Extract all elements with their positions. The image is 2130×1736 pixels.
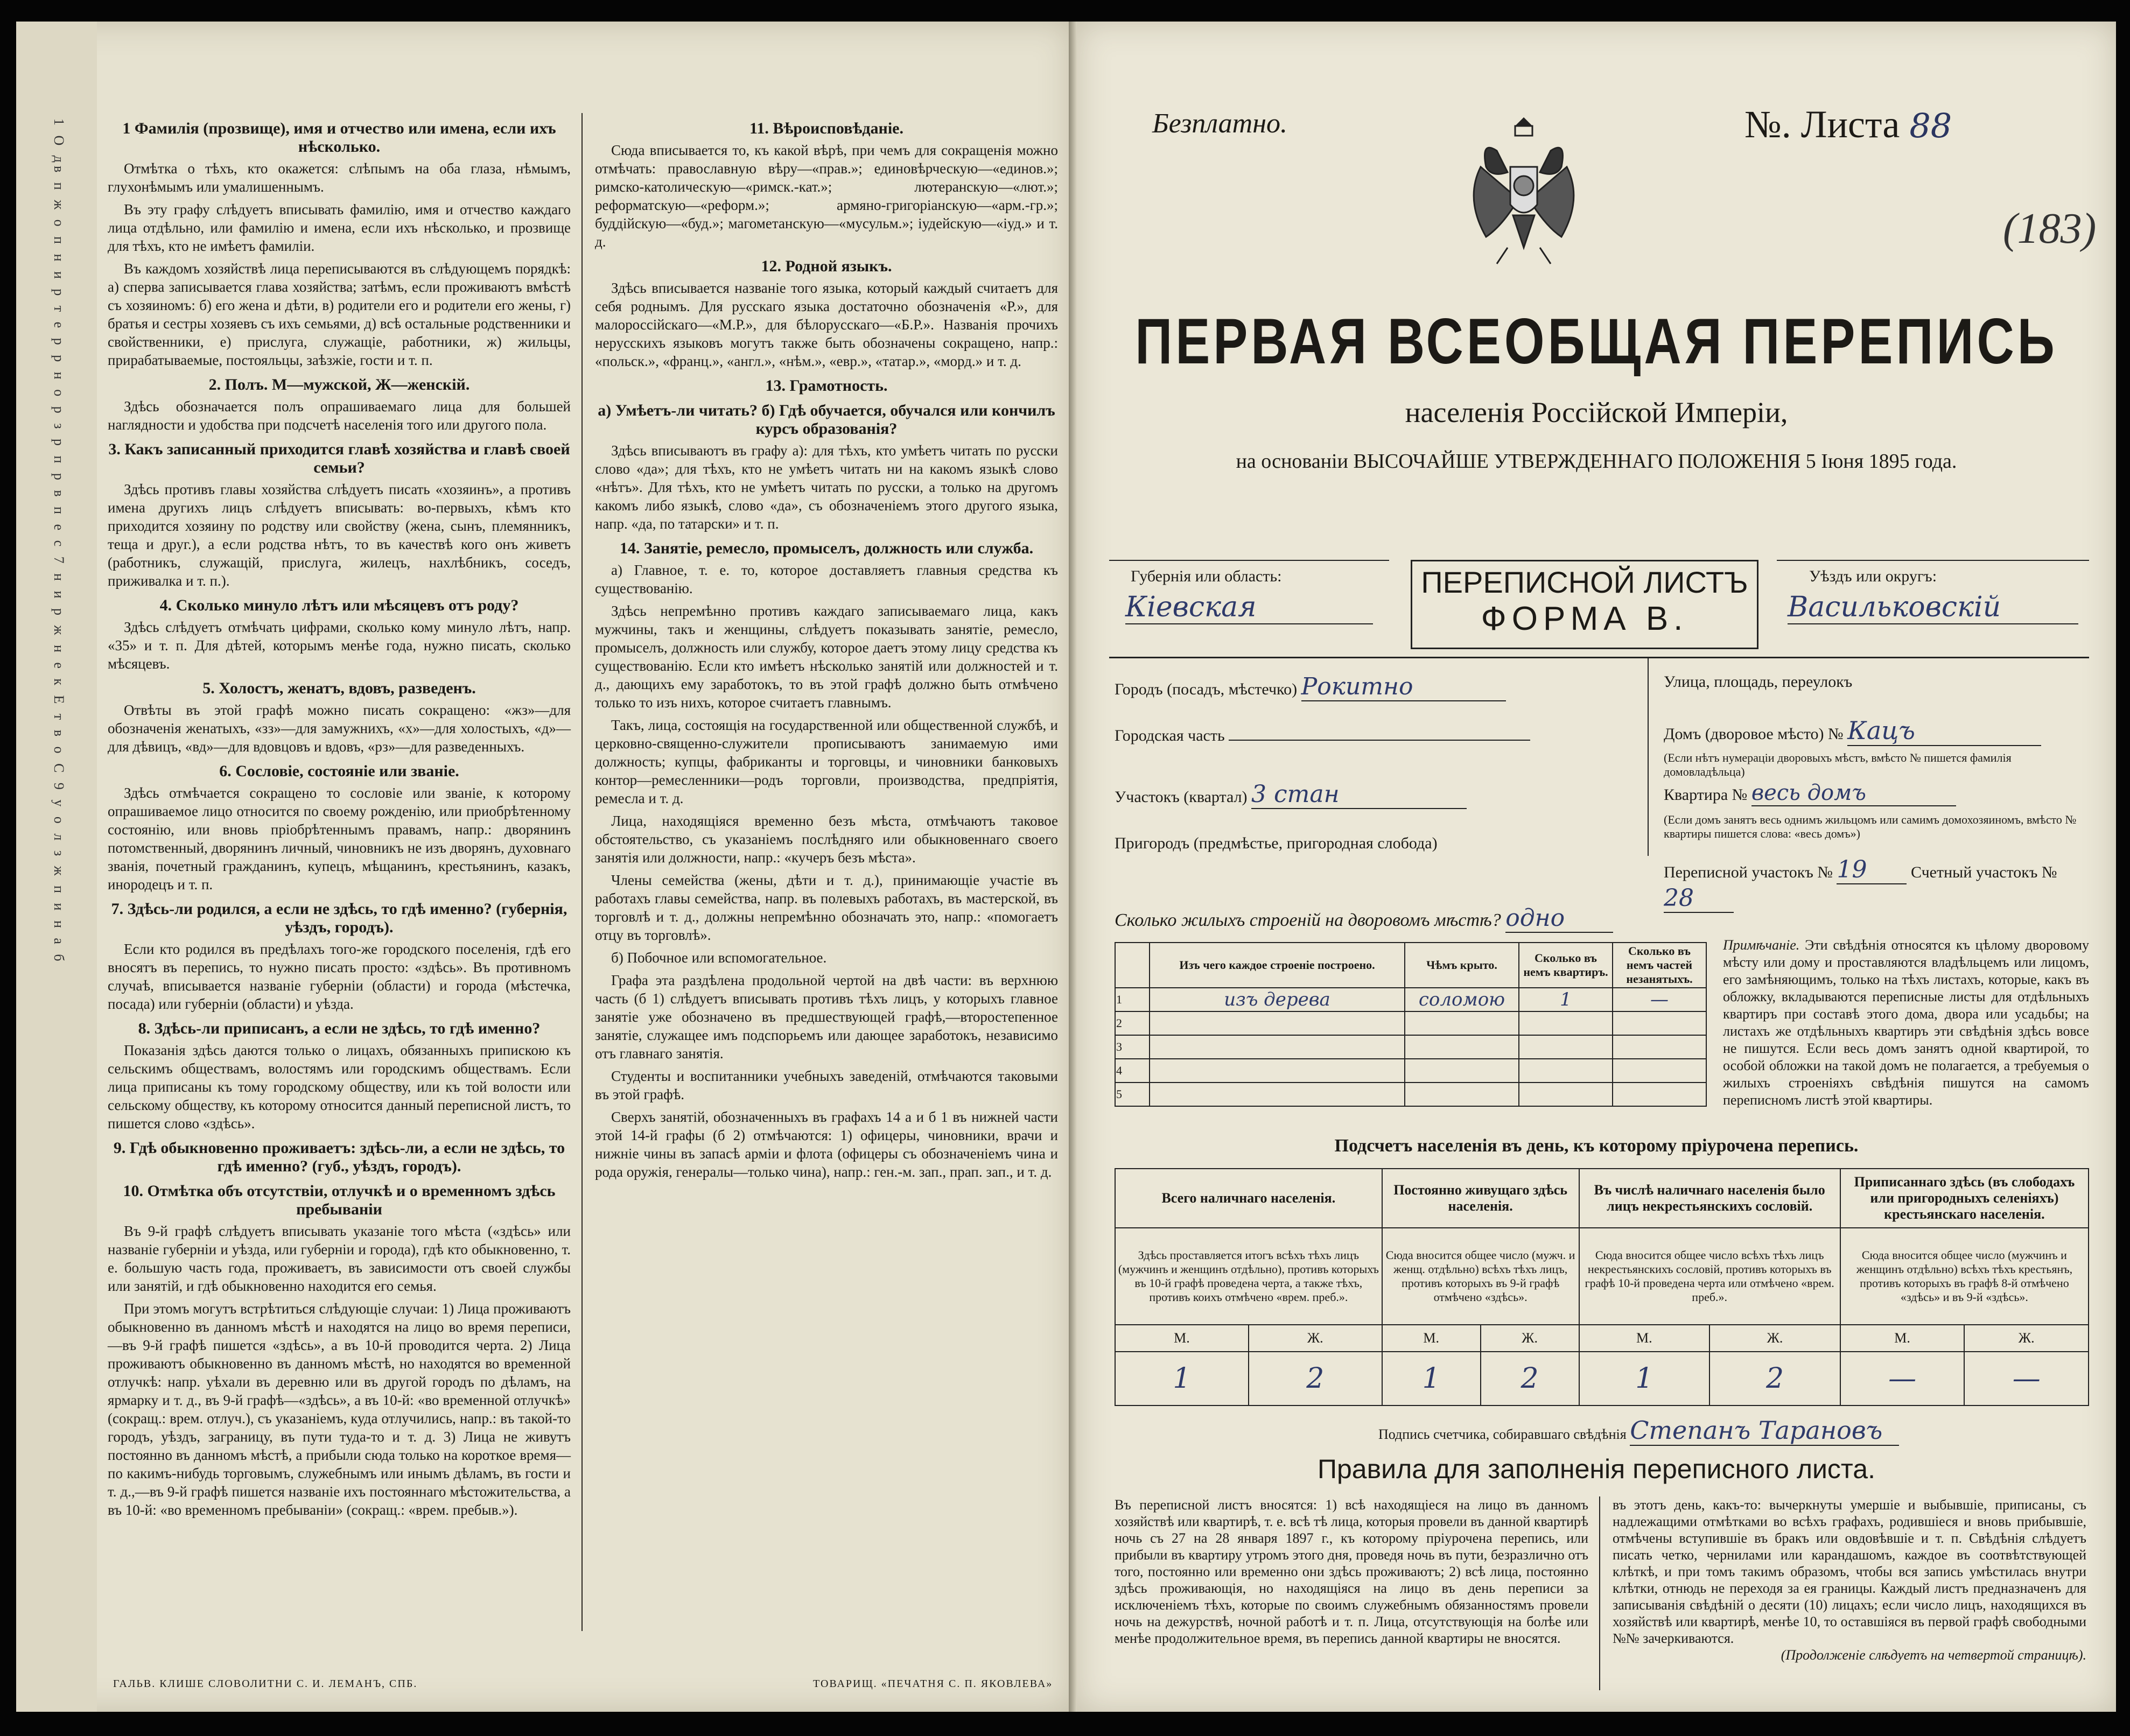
buildings-cell-n: 2 <box>1115 1011 1150 1035</box>
instruction-paragraph: Если кто родился въ предѣлахъ того-же городского поселенія, гдѣ его вносятъ въ перепись, то нужно писать просто: «здѣсь». Въ противномъ случаѣ, вписывается названіе губерніи (области) и города (мѣстечка, посада) или губерніи (области) и уѣзда. <box>108 941 571 1012</box>
buildings-answer[interactable]: одно <box>1505 904 1613 933</box>
buildings-row <box>1115 1035 1706 1059</box>
instructions-column-1 <box>108 113 571 1523</box>
instruction-paragraph: При этомъ могутъ встрѣтиться слѣдующіе случаи: 1) Лица проживаютъ обыкновенно въ данномъ мѣстѣ и находятся на лицо во время переписи,—въ 9-й графѣ пишется «здѣсь», а въ 10-й проводится черта. 2) Лица проживаютъ обыкновенно въ данномъ мѣстѣ, но находятся во временной отлучкѣ: напр. уѣхали въ деревню или въ другой городъ по дѣламъ, на ярмарку и т. д., въ 9-й графѣ—«здѣсь», а въ 10-й: «во временной отлучкѣ» (сокращ.: врем. отлуч.), съ указаніемъ, куда отлучились, напр.: въ такой-то городъ, уѣздъ, заграницу, въ пути туда-то и т. д. 3) Лица не живутъ постоянно въ данномъ мѣстѣ, а прибыли сюда только на короткое время—по какимъ-нибудь торговымъ, служебнымъ или инымъ дѣламъ, въ гости и т. д.,—въ 9-й графѣ пишется названіе ихъ постояннаго мѣстожительства, а въ 10-й: «во временномъ пребываніи» (сокращ.: «врем. пребыв.»). <box>108 1301 571 1518</box>
buildings-cell-material[interactable]: изъ дерева <box>1150 988 1405 1011</box>
instruction-paragraph: Здѣсь вписывается названіе того языка, который каждый считаетъ для себя роднымъ. Для русскаго языка достаточно обозначенія «Р.», для малороссійскаго—«М.Р.», для бѣлорусскаго—«Б.Р.». Названія прочихъ нерусскихъ языковъ могутъ также быть обозначены сокращено, напр.: «польск.», «франц.», «англ.», «нѣм.», «евр.», «татар.», «морд.» и т. д. <box>595 280 1058 369</box>
form-title-line1: ПЕРЕПИСНОЙ ЛИСТЪ <box>1421 565 1748 599</box>
population-count-table <box>1115 1168 2089 1406</box>
count-descr-non-peasant: Сюда вносится общее число всѣхъ тѣхъ лицъ некрестьянскихъ сословій, противъ которыхъ въ графѣ 10-й проведена черта или отмѣчено «врем. преб.». <box>1579 1228 1840 1325</box>
instruction-paragraph: Здѣсь слѣдуетъ отмѣчать цифрами, сколько кому минуло лѣтъ, напр. «35» и т. п. Для дѣтей, которымъ менѣе года, нужно писать, сколько мѣсяцевъ. <box>108 619 571 672</box>
town-value[interactable]: Рокитно <box>1301 673 1506 701</box>
buildings-header-flats: Сколько въ немъ квартиръ. <box>1519 943 1613 988</box>
buildings-cell-vacant[interactable] <box>1613 1083 1706 1106</box>
count-value-permanent-m[interactable]: 1 <box>1382 1352 1481 1405</box>
instruction-paragraph: Здѣсь противъ главы хозяйства слѣдуетъ писать «хозяинъ», а противъ имена другихъ лицъ слѣдуетъ вписывать: во-первыхъ, кѣмъ кто приходится хозяину по родству или свойству (жена, сынъ, племянникъ, теща и друг.), а если родства нѣтъ, то въ качествѣ кого онъ живетъ (работникъ, служащій, прислуга, жилецъ, нахлѣбникъ, соседъ, приживалка и т. п.). <box>108 481 571 589</box>
buildings-cell-material[interactable] <box>1150 1083 1405 1106</box>
double-headed-eagle-emblem <box>1459 108 1588 269</box>
note-title: Примѣчаніе. <box>1723 937 1800 953</box>
instruction-paragraph: Здѣсь отмѣчается сокращено то сословіе или званіе, к которому опрашиваемое лицо относится по своему рожденію, или приобрѣтенному состоянію, или вновь пріобрѣтеннымъ правамъ, напр.: дворянинъ потомственный, дворянинъ личный, чиновникъ не изъ дворянъ, духовнаго званія, почетный гражданинъ, купецъ, мѣщанинъ, крестьянинъ, казакъ, инородецъ и т. п. <box>108 785 571 892</box>
buildings-cell-roof[interactable] <box>1405 1011 1519 1035</box>
separator-rule <box>1109 657 2089 658</box>
flat-note: (Если домъ занятъ весь однимъ жильцомъ или самимъ домохозяиномъ, вмѣсто № квартиры пишется слова: «весь домъ») <box>1664 813 2077 840</box>
rules-column-2 <box>1613 1496 2086 1663</box>
count-value-peasant-f[interactable]: — <box>1964 1352 2089 1405</box>
buildings-header-material: Изъ чего каждое строеніе построено. <box>1150 943 1405 988</box>
gubernia-label: Губернія или область: <box>1131 567 1282 585</box>
instruction-paragraph: Студенты и воспитанники учебныхъ заведеній, отмѣчаются таковыми въ этой графѣ. <box>595 1068 1058 1102</box>
town-part-label: Городская часть <box>1115 727 1225 744</box>
instruction-paragraph: Въ каждомъ хозяйствѣ лица переписываются въ слѣдующемъ порядкѣ: а) сперва записывается глава хозяйства; затѣмъ, если проживаютъ вмѣстѣ съ хозяиномъ: б) его жена и дѣти, в) родители его и родители его жены, г) братья и сестры хозяевъ съ ихъ семьями, д) всѣ остальные родственники и свойственники, е) прислуга, служащіе, работники, ж) жильцы, прирабатываемые, постояльцы, заѣзжіе, гости и т. п. <box>108 261 571 368</box>
buildings-cell-material[interactable] <box>1150 1035 1405 1059</box>
count-descr-peasant: Сюда вносится общее число (мужчинъ и женщинъ отдѣльно) всѣхъ тѣхъ крестьянъ, противъ которыхъ въ графѣ 8-й отмѣчено «здѣсь» и въ 9-й «здѣсь». <box>1840 1228 2089 1325</box>
count-header-peasant: Приписаннаго здѣсь (въ слободахъ или пригородныхъ селеніяхъ) крестьянскаго населенія. <box>1840 1169 2089 1228</box>
column-divider <box>581 113 583 1631</box>
instruction-paragraph: Члены семейства (жены, дѣти и т. д.), принимающіе участіе въ работахъ главы семейства, напр. въ полевыхъ работахъ, въ мастерской, въ торговлѣ и т. д., должны непремѣнно обозначать это, напр.: «помогаетъ отцу въ торговлѣ». <box>595 872 1058 943</box>
buildings-cell-n: 1 <box>1115 988 1150 1011</box>
census-basis: на основаніи ВЫСОЧАЙШЕ УТВЕРЖДЕННАГО ПОЛОЖЕНІЯ 5 Іюня 1895 года. <box>1236 450 1957 473</box>
instruction-paragraph: Лица, находящіяся временно безъ мѣста, отмѣчаютъ таковое обстоятельство, съ указаніемъ послѣдняго или обыкновеннаго своего занятія или должности, напр.: «кучеръ безъ мѣста». <box>595 813 1058 866</box>
buildings-cell-vacant[interactable] <box>1613 1035 1706 1059</box>
sheet-number-value: 88 <box>1909 106 1952 145</box>
f-label: Ж. <box>1964 1325 2089 1352</box>
count-value-non-peasant-f[interactable]: 2 <box>1709 1352 1840 1405</box>
instruction-heading: 10. Отмѣтка объ отсутствіи, отлучкѣ и о временномъ здѣсь пребываніи <box>123 1182 556 1218</box>
instruction-heading: 4. Сколько минуло лѣтъ или мѣсяцевъ отъ роду? <box>159 596 519 614</box>
count-header-non-peasant: Въ числѣ наличнаго населенія было лицъ некрестьянскихъ сословій. <box>1579 1169 1840 1228</box>
count-title: Подсчетъ населенія въ день, къ которому пріурочена перепись. <box>1334 1136 1859 1156</box>
rules-title: Правила для заполненія переписного листа. <box>1318 1454 1875 1484</box>
flat-label: Квартира № <box>1664 786 1748 804</box>
instruction-paragraph: Здѣсь вписываютъ въ графу а): для тѣхъ, кто умѣетъ читать по русски слово «да»; для тѣхъ, кто не умѣетъ читать ни на какомъ языкѣ слово «нѣтъ». Для тѣхъ, кто не умѣетъ читать по русски, а только на другомъ какомъ либо языкѣ, слово «да», съ обозначеніемъ этого другого языка, напр. «да, по татарски» и т. п. <box>595 442 1058 532</box>
town-part-value[interactable] <box>1229 740 1530 741</box>
sheet-number <box>1744 102 1952 147</box>
count-value-peasant-m[interactable]: — <box>1840 1352 1965 1405</box>
f-label: Ж. <box>1709 1325 1840 1352</box>
buildings-cell-flats[interactable] <box>1519 1035 1613 1059</box>
count-header-permanent: Постоянно живущаго здѣсь населенія. <box>1382 1169 1579 1228</box>
uezd-label: Уѣздъ или округъ: <box>1809 567 1937 585</box>
instruction-paragraph: Отвѣты въ этой графѣ можно писать сокращено: «жз»—для обозначенія женатыхъ, «зз»—для замужнихъ, «х»—для холостыхъ, «д»—для дѣвицъ, «вд»—для вдовцовъ и вдовъ, «рз»—для разведенныхъ. <box>108 702 571 755</box>
count-district-value[interactable]: 28 <box>1664 884 1734 913</box>
census-subtitle: населенія Россійской Имперіи, <box>1405 396 1788 428</box>
left-page <box>16 22 1071 1712</box>
instruction-heading: 1 Фамилія (прозвище), имя и отчество или имена, если ихъ нѣсколько. <box>122 120 556 156</box>
corner-mark: (183) <box>2003 205 2097 252</box>
buildings-header-roof: Чѣмъ крыто. <box>1405 943 1519 988</box>
form-header-box <box>1109 560 2089 651</box>
count-descr-present: Здѣсь проставляется итогъ всѣхъ тѣхъ лицъ (мужчинъ и женщинъ отдѣльно), противъ которыхъ въ 10-й графѣ проведена черта, а также тѣхъ, противъ коихъ отмѣчено «врем. преб.». <box>1115 1228 1382 1325</box>
signature-field <box>1378 1416 1899 1446</box>
buildings-cell-flats[interactable] <box>1519 1059 1613 1083</box>
instruction-paragraph: Здѣсь обозначается полъ опрашиваемаго лица для большей наглядности и удобства при подсчетѣ населенія того или другого пола. <box>108 398 571 433</box>
house-note: (Если нѣтъ нумераціи дворовыхъ мѣстъ, вмѣсто № пишется фамилія домовладѣльца) <box>1664 751 2012 778</box>
buildings-header-num <box>1115 943 1150 988</box>
buildings-question: Сколько жилыхъ строеній на дворовомъ мѣстѣ? <box>1115 910 1501 930</box>
instruction-heading: 6. Сословіе, состояніе или званіе. <box>219 762 459 780</box>
census-district-label: Переписной участокъ № <box>1664 863 1833 881</box>
instruction-heading: 7. Здѣсь-ли родился, а если не здѣсь, то гдѣ именно? (губернія, уѣздъ, городъ). <box>111 900 567 936</box>
instruction-paragraph: Въ 9-й графѣ слѣдуетъ вписывать указаніе того мѣста («здѣсь» или названіе губерніи и уѣзда, или губерніи и города), гдѣ кто обыкновенно, т. е. большую часть года, проживаетъ, въ зависимости отъ своей службы или занятій, и гдѣ обыкновенно находится его семья. <box>108 1223 571 1294</box>
buildings-cell-material[interactable] <box>1150 1011 1405 1035</box>
town-field <box>1115 673 1506 701</box>
free-label: Безплатно. <box>1152 108 1288 139</box>
instruction-paragraph: Здѣсь непремѣнно противъ каждаго записываемаго лица, какъ мужчины, такъ и женщины, слѣдуетъ показывать занятіе, ремесло, промыселъ, должность или службу, которое даетъ этому лицу средства къ существованію. Если кто имѣетъ нѣсколько занятій или должностей и т. д., дающихъ ему заработокъ, то въ этой графѣ должно быть отмѣчено только то изъ нихъ, которое считаетъ главнымъ. <box>595 603 1058 711</box>
field-divider <box>1648 657 1649 856</box>
rules-column-1: Въ переписной листъ вносятся: 1) всѣ находящіеся на лицо въ данномъ хозяйствѣ или квартирѣ, т. е. всѣ тѣ лица, которыя провели въ данной квартирѣ ночь съ 27 на 28 января 1897 г., къ которому пріурочена перепись, или прибыли въ квартиру утромъ этого дня, проведя ночь въ пути, безразлично отъ того, постоянно или временно они здѣсь проживаютъ; 2) всѣ лица, постоянно здѣсь проживающія, но находящіяся на лицо въ день переписи за исключеніемъ тѣхъ, которые по своимъ служебнымъ обязанностямъ провели ночь на дежурствѣ, ночной работѣ и т. п. Лица, отсутствующія на болѣе или менѣе продолжительное время, въ перепись данной квартиры не вносятся. <box>1115 1497 1588 1646</box>
buildings-cell-roof[interactable] <box>1405 1059 1519 1083</box>
count-value-present-m[interactable]: 1 <box>1115 1352 1249 1405</box>
instruction-heading: 2. Полъ. М—мужской, Ж—женскій. <box>208 376 470 393</box>
instruction-paragraph: Такъ, лица, состоящія на государственной или общественной службѣ, и церковно-священно-служители прописываютъ занимаемую ими должность; купцы, фабриканты и торговцы, и чиновники банковыхъ контор—ремесленники—родъ торговли, производства, предпріятія, ремесла и т. д. <box>595 717 1058 806</box>
gubernia-value[interactable]: Кіевская <box>1125 591 1373 624</box>
instruction-paragraph: Въ эту графу слѣдуетъ вписывать фамилію, имя и отчество каждаго лица отдѣльно, или фамилію и имена, если ихъ нѣсколько, и прозвище для тѣхъ, кто не имѣетъ фамиліи. <box>108 201 571 254</box>
buildings-cell-flats[interactable]: 1 <box>1519 988 1613 1011</box>
instruction-paragraph: а) Главное, т. е. то, которое доставляетъ главныя средства къ существованію. <box>595 562 1058 596</box>
instruction-heading: 11. Вѣроисповѣданіе. <box>749 120 903 137</box>
buildings-cell-roof[interactable]: соломою <box>1405 988 1519 1011</box>
buildings-cell-vacant[interactable] <box>1613 1011 1706 1035</box>
f-label: Ж. <box>1249 1325 1382 1352</box>
buildings-cell-roof[interactable] <box>1405 1035 1519 1059</box>
signature-label: Подпись счетчика, собиравшаго свѣдѣнія <box>1378 1426 1627 1442</box>
house-label: Домъ (дворовое мѣсто) № <box>1664 725 1844 743</box>
instruction-heading: 9. Гдѣ обыкновенно проживаетъ: здѣсь-ли, а если не здѣсь, то гдѣ именно? (губ., уѣздъ, городъ). <box>113 1139 565 1175</box>
instruction-paragraph: Графа эта раздѣлена продольной чертой на двѣ части: въ верхнюю часть (б 1) слѣдуетъ вписывать противъ тѣхъ лицъ, у которыхъ главное занятіе уже обозначено въ предшествующей графѣ,—второстепенное занятіе, служащее имъ подспорьемъ или дающее заработокъ, независимо отъ главнаго занятія. <box>595 972 1058 1062</box>
buildings-row <box>1115 988 1706 1011</box>
count-value-present-f[interactable]: 2 <box>1249 1352 1382 1405</box>
precinct-value[interactable]: 3 стан <box>1251 781 1467 809</box>
instruction-heading: 3. Какъ записанный приходится главѣ хозяйства и главѣ своей семьи? <box>108 440 570 476</box>
census-district-value[interactable]: 19 <box>1837 856 1907 884</box>
instruction-paragraph: б) Побочное или вспомогательное. <box>611 950 827 966</box>
left-margin-strip <box>16 22 97 1712</box>
flat-value[interactable]: весь домъ <box>1751 781 1956 806</box>
town-label: Городъ (посадъ, мѣстечко) <box>1115 680 1298 698</box>
count-district-label: Счетный участокъ № <box>1910 863 2057 881</box>
buildings-cell-roof[interactable] <box>1405 1083 1519 1106</box>
house-value[interactable]: Кацъ <box>1847 716 2041 746</box>
m-label: М. <box>1840 1325 1965 1352</box>
buildings-question-field <box>1115 904 1613 933</box>
census-title: ПЕРВАЯ ВСЕОБЩАЯ ПЕРЕПИСЬ <box>1135 305 2058 378</box>
rules-continued: (Продолженіе слѣдуетъ на четвертой страницѣ). <box>1781 1647 2086 1663</box>
margin-text: 1 О дв п ж о п н и р т е р р н о р з р п р в п е с 7 н и р ж н е к Е т в о С 9 у о л з ж п и н а б <box>51 118 67 965</box>
buildings-note <box>1723 937 2089 1109</box>
form-title-line2: ФОРМА В. <box>1481 600 1688 637</box>
instruction-heading: 8. Здѣсь-ли приписанъ, а если не здѣсь, то гдѣ именно? <box>138 1020 541 1037</box>
instruction-heading: 12. Родной языкъ. <box>761 257 892 275</box>
count-value-permanent-f[interactable]: 2 <box>1481 1352 1579 1405</box>
town-part-field <box>1115 727 1530 745</box>
instruction-paragraph: Сюда вписывается то, къ какой вѣрѣ, при чемъ для сокращенія можно отмѣчать: православную вѣру—«прав.»; единовѣрческую—«единов.»; римско-католическую—«римск.-кат.»; лютеранскую—«лют.»; реформатскую—«реформ.»; армяно-григоріанскую—«арм.-гр.»; буддійскую—«буд.»; магометанскую—«мусульм.»; іудейскую—«іуд.» и т. д. <box>595 142 1058 250</box>
m-label: М. <box>1115 1325 1249 1352</box>
buildings-cell-vacant[interactable] <box>1613 1059 1706 1083</box>
buildings-cell-n: 4 <box>1115 1059 1150 1083</box>
buildings-cell-flats[interactable] <box>1519 1083 1613 1106</box>
street-field <box>1664 673 1852 691</box>
instruction-paragraph: Показанія здѣсь даются только о лицахъ, обязанныхъ припискою къ сельскимъ обществамъ, волостямъ или городскимъ обществамъ. Если лица приписаны къ тому городскому обществу, или къ той волости или сельскому обществу, къ которому относится данный переписной листъ, то пишется слово «здѣсь». <box>108 1042 571 1131</box>
buildings-header-vacant: Сколько въ немъ частей незанятыхъ. <box>1613 943 1706 988</box>
suburb-field <box>1115 834 1438 853</box>
precinct-label: Участокъ (квартал) <box>1115 788 1248 806</box>
m-label: М. <box>1579 1325 1710 1352</box>
instructions-column-2 <box>595 113 1058 1185</box>
buildings-table <box>1115 942 1707 1107</box>
signature-value[interactable]: Степанъ Тарановъ <box>1630 1416 1899 1446</box>
census-district-field <box>1664 856 2116 913</box>
suburb-label: Пригородъ (предмѣстье, пригородная слобода) <box>1115 834 1438 852</box>
buildings-cell-flats[interactable] <box>1519 1011 1613 1035</box>
buildings-row <box>1115 1083 1706 1106</box>
instruction-heading: 14. Занятіе, ремесло, промыселъ, должность или служба. <box>619 539 1034 557</box>
buildings-cell-material[interactable] <box>1150 1059 1405 1083</box>
instruction-heading: 5. Холостъ, женатъ, вдовъ, разведенъ. <box>202 679 476 697</box>
imprint-left: ГАЛЬВ. КЛИШЕ СЛОВОЛИТНИ С. И. ЛЕМАНЪ, СПБ. <box>113 1678 418 1690</box>
buildings-cell-n: 5 <box>1115 1083 1150 1106</box>
instruction-paragraph: Сверхъ занятій, обозначенныхъ въ графахъ 14 а и б 1 въ нижней части этой 14-й графы (б 2) отмѣчаются: 1) офицеры, чиновники, врачи и нижніе чины въ запасѣ арміи и флота (офицеры съ обозначеніемъ чина и рода оружія, генералы—только чина), напр.: ген.-м. зап., прап. зап., и т. д. <box>595 1109 1058 1180</box>
flat-field <box>1664 781 1956 806</box>
sheet-number-label: №. Листа <box>1744 103 1900 146</box>
instruction-heading: 13. Грамотность. <box>765 377 888 395</box>
m-label: М. <box>1382 1325 1481 1352</box>
right-page <box>1077 22 2116 1712</box>
imprint-right: ТОВАРИЩ. «ПЕЧАТНЯ С. П. ЯКОВЛЕВА» <box>813 1678 1053 1690</box>
rules-divider <box>1599 1496 1600 1690</box>
instruction-heading: а) Умѣетъ-ли читать? б) Гдѣ обучается, обучался или кончилъ курсъ образованія? <box>598 402 1055 438</box>
count-value-non-peasant-m[interactable]: 1 <box>1579 1352 1710 1405</box>
house-field <box>1664 716 2041 746</box>
buildings-row <box>1115 1059 1706 1083</box>
rules-col2-text: въ этотъ день, какъ-то: вычеркнуты умершіе и выбывшіе, приписаны, съ надлежащими отмѣтками во всѣхъ графахъ, родившіеся и вновь прибывшіе, отмѣчены вступившіе въ бракъ или овдовѣвшіе и т. п. Свѣдѣнія слѣдуетъ писать четко, чернилами или карандашомъ, каждое въ соотвѣтствующей клѣткѣ, и при томъ такимъ образомъ, чтобы вся запись умѣстилась внутри клѣтки, отнюдь не переходя за ея границы. Каждый листъ предназначенъ для записыванія свѣдѣній о десяти (10) лицахъ; если число лицъ, находящихся въ хозяйствѣ или квартирѣ, менѣе 10, то оставшіяся въ первой графѣ свободными №№ зачеркиваются. <box>1613 1497 2086 1646</box>
buildings-cell-n: 3 <box>1115 1035 1150 1059</box>
f-label: Ж. <box>1481 1325 1579 1352</box>
buildings-cell-vacant[interactable]: — <box>1613 988 1706 1011</box>
street-label: Улица, площадь, переулокъ <box>1664 673 1853 691</box>
precinct-field <box>1115 781 1467 809</box>
buildings-row <box>1115 1011 1706 1035</box>
uezd-value[interactable]: Васильковскій <box>1788 591 2078 624</box>
count-header-present: Всего наличнаго населенія. <box>1115 1169 1382 1228</box>
count-descr-permanent: Сюда вносится общее число (мужч. и женщ. отдѣльно) всѣхъ тѣхъ лицъ, противъ которыхъ въ 9-й графѣ отмѣчено «здѣсь». <box>1382 1228 1579 1325</box>
note-text: Эти свѣдѣнія относятся къ цѣлому дворовому мѣсту или дому и проставляются владѣльцемъ или лицомъ, его замѣняющимъ, только на тѣхъ листахъ, которые, какъ въ обложку, вкладываются переписные листы для отдѣльныхъ квартиръ при составѣ этого дома, двора или усадьбы; на листахъ же отдѣльныхъ квартиръ эти свѣдѣнія здѣсь вовсе не пишутся. Если весь домъ занятъ одной квартирой, то особой обложки на такой домъ не полагается, а требуемыя о жилыхъ строеніяхъ свѣдѣнія пишутся на самомъ переписномъ листѣ этой квартиры. <box>1723 937 2090 1108</box>
instruction-paragraph: Отмѣтка о тѣхъ, кто окажется: слѣпымъ на оба глаза, нѣмымъ, глухонѣмымъ или умалишеннымъ. <box>108 160 571 195</box>
